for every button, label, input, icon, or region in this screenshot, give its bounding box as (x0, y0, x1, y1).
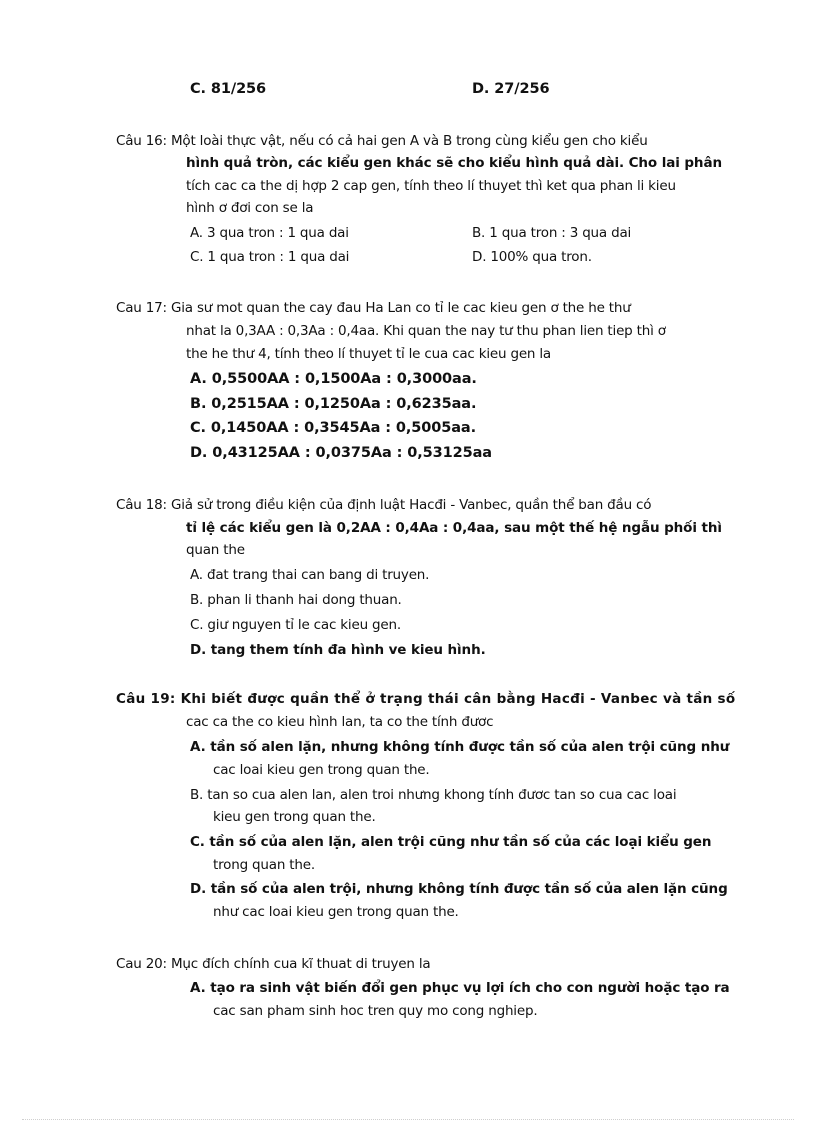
q16-option-a: A. 3 qua tron : 1 qua dai (190, 225, 349, 241)
q19-option-c-line1: C. tần số của alen lặn, alen trội cũng như tần số của các loại kiểu gen (190, 834, 712, 850)
q18-stem-line3: quan the (186, 542, 245, 558)
q17-stem-line1: Cau 17: Gia sư mot quan the cay đau Ha Lan co tỉ le cac kieu gen ơ the he thư (116, 300, 631, 316)
q17-option-d: D. 0,43125AA : 0,0375Aa : 0,53125aa (190, 445, 492, 461)
q18-option-c: C. giư nguyen tỉ le cac kieu gen. (190, 617, 401, 633)
q18-option-a: A. đat trang thai can bang di truyen. (190, 567, 430, 583)
q19-option-b-line2: kieu gen trong quan the. (213, 809, 376, 825)
q17-stem-line3: the he thư 4, tính theo lí thuyet tỉ le cua cac kieu gen la (186, 346, 552, 362)
q15-option-c: C. 81/256 (190, 81, 267, 97)
q17-option-b: B. 0,2515AA : 0,1250Aa : 0,6235aa. (190, 396, 477, 412)
q17-option-c: C. 0,1450AA : 0,3545Aa : 0,5005aa. (190, 420, 476, 436)
q15-option-d: D. 27/256 (472, 81, 550, 97)
q16-stem-line3: tích cac ca the dị hợp 2 cap gen, tính theo lí thuyet thì ket qua phan li kieu (186, 178, 676, 194)
q16-option-d: D. 100% qua tron. (472, 249, 592, 265)
q19-option-a-line2: cac loai kieu gen trong quan the. (213, 762, 430, 778)
q19-stem-line1: Câu 19: Khi biết được quần thể ở trạng thái cân bằng Hacđi - Vanbec và tần số (116, 691, 736, 707)
q19-option-c-line2: trong quan the. (213, 857, 315, 873)
q16-stem-line2: hình quả tròn, các kiểu gen khác sẽ cho kiểu hình quả dài. Cho lai phân (186, 155, 722, 171)
page-bottom-divider (22, 1119, 794, 1120)
q20-stem-line1: Cau 20: Mục đích chính cua kĩ thuat di truyen la (116, 956, 431, 972)
q16-stem-line4: hình ơ đơi con se la (186, 200, 314, 216)
q18-option-d: D. tang them tính đa hình ve kieu hình. (190, 642, 486, 658)
q20-option-a-line1: A. tạo ra sinh vật biến đổi gen phục vụ lợi ích cho con người hoặc tạo ra (190, 980, 730, 996)
q19-stem-line2: cac ca the co kieu hình lan, ta co the tính đươc (186, 714, 494, 730)
q20-option-a-line2: cac san pham sinh hoc tren quy mo cong nghiep. (213, 1003, 538, 1019)
q17-option-a: A. 0,5500AA : 0,1500Aa : 0,3000aa. (190, 371, 477, 387)
q16-stem-line1: Câu 16: Một loài thực vật, nếu có cả hai gen A và B trong cùng kiểu gen cho kiểu (116, 133, 648, 149)
q19-option-d-line2: như cac loai kieu gen trong quan the. (213, 904, 459, 920)
q18-stem-line1: Câu 18: Giả sử trong điều kiện của định luật Hacđi - Vanbec, quần thể ban đầu có (116, 497, 652, 513)
q16-option-b: B. 1 qua tron : 3 qua dai (472, 225, 632, 241)
q17-stem-line2: nhat la 0,3AA : 0,3Aa : 0,4aa. Khi quan the nay tư thu phan lien tiep thì ơ (186, 323, 666, 339)
q16-option-c: C. 1 qua tron : 1 qua dai (190, 249, 350, 265)
q18-option-b: B. phan li thanh hai dong thuan. (190, 592, 402, 608)
q19-option-d-line1: D. tần số của alen trội, nhưng không tính được tần số của alen lặn cũng (190, 881, 728, 897)
q19-option-a-line1: A. tần số alen lặn, nhưng không tính được tần số của alen trội cũng như (190, 739, 730, 755)
q18-stem-line2: tỉ lệ các kiểu gen là 0,2AA : 0,4Aa : 0,4aa, sau một thế hệ ngẫu phối thì (186, 520, 722, 536)
q19-option-b-line1: B. tan so cua alen lan, alen troi nhưng khong tính đươc tan so cua cac loai (190, 787, 677, 803)
